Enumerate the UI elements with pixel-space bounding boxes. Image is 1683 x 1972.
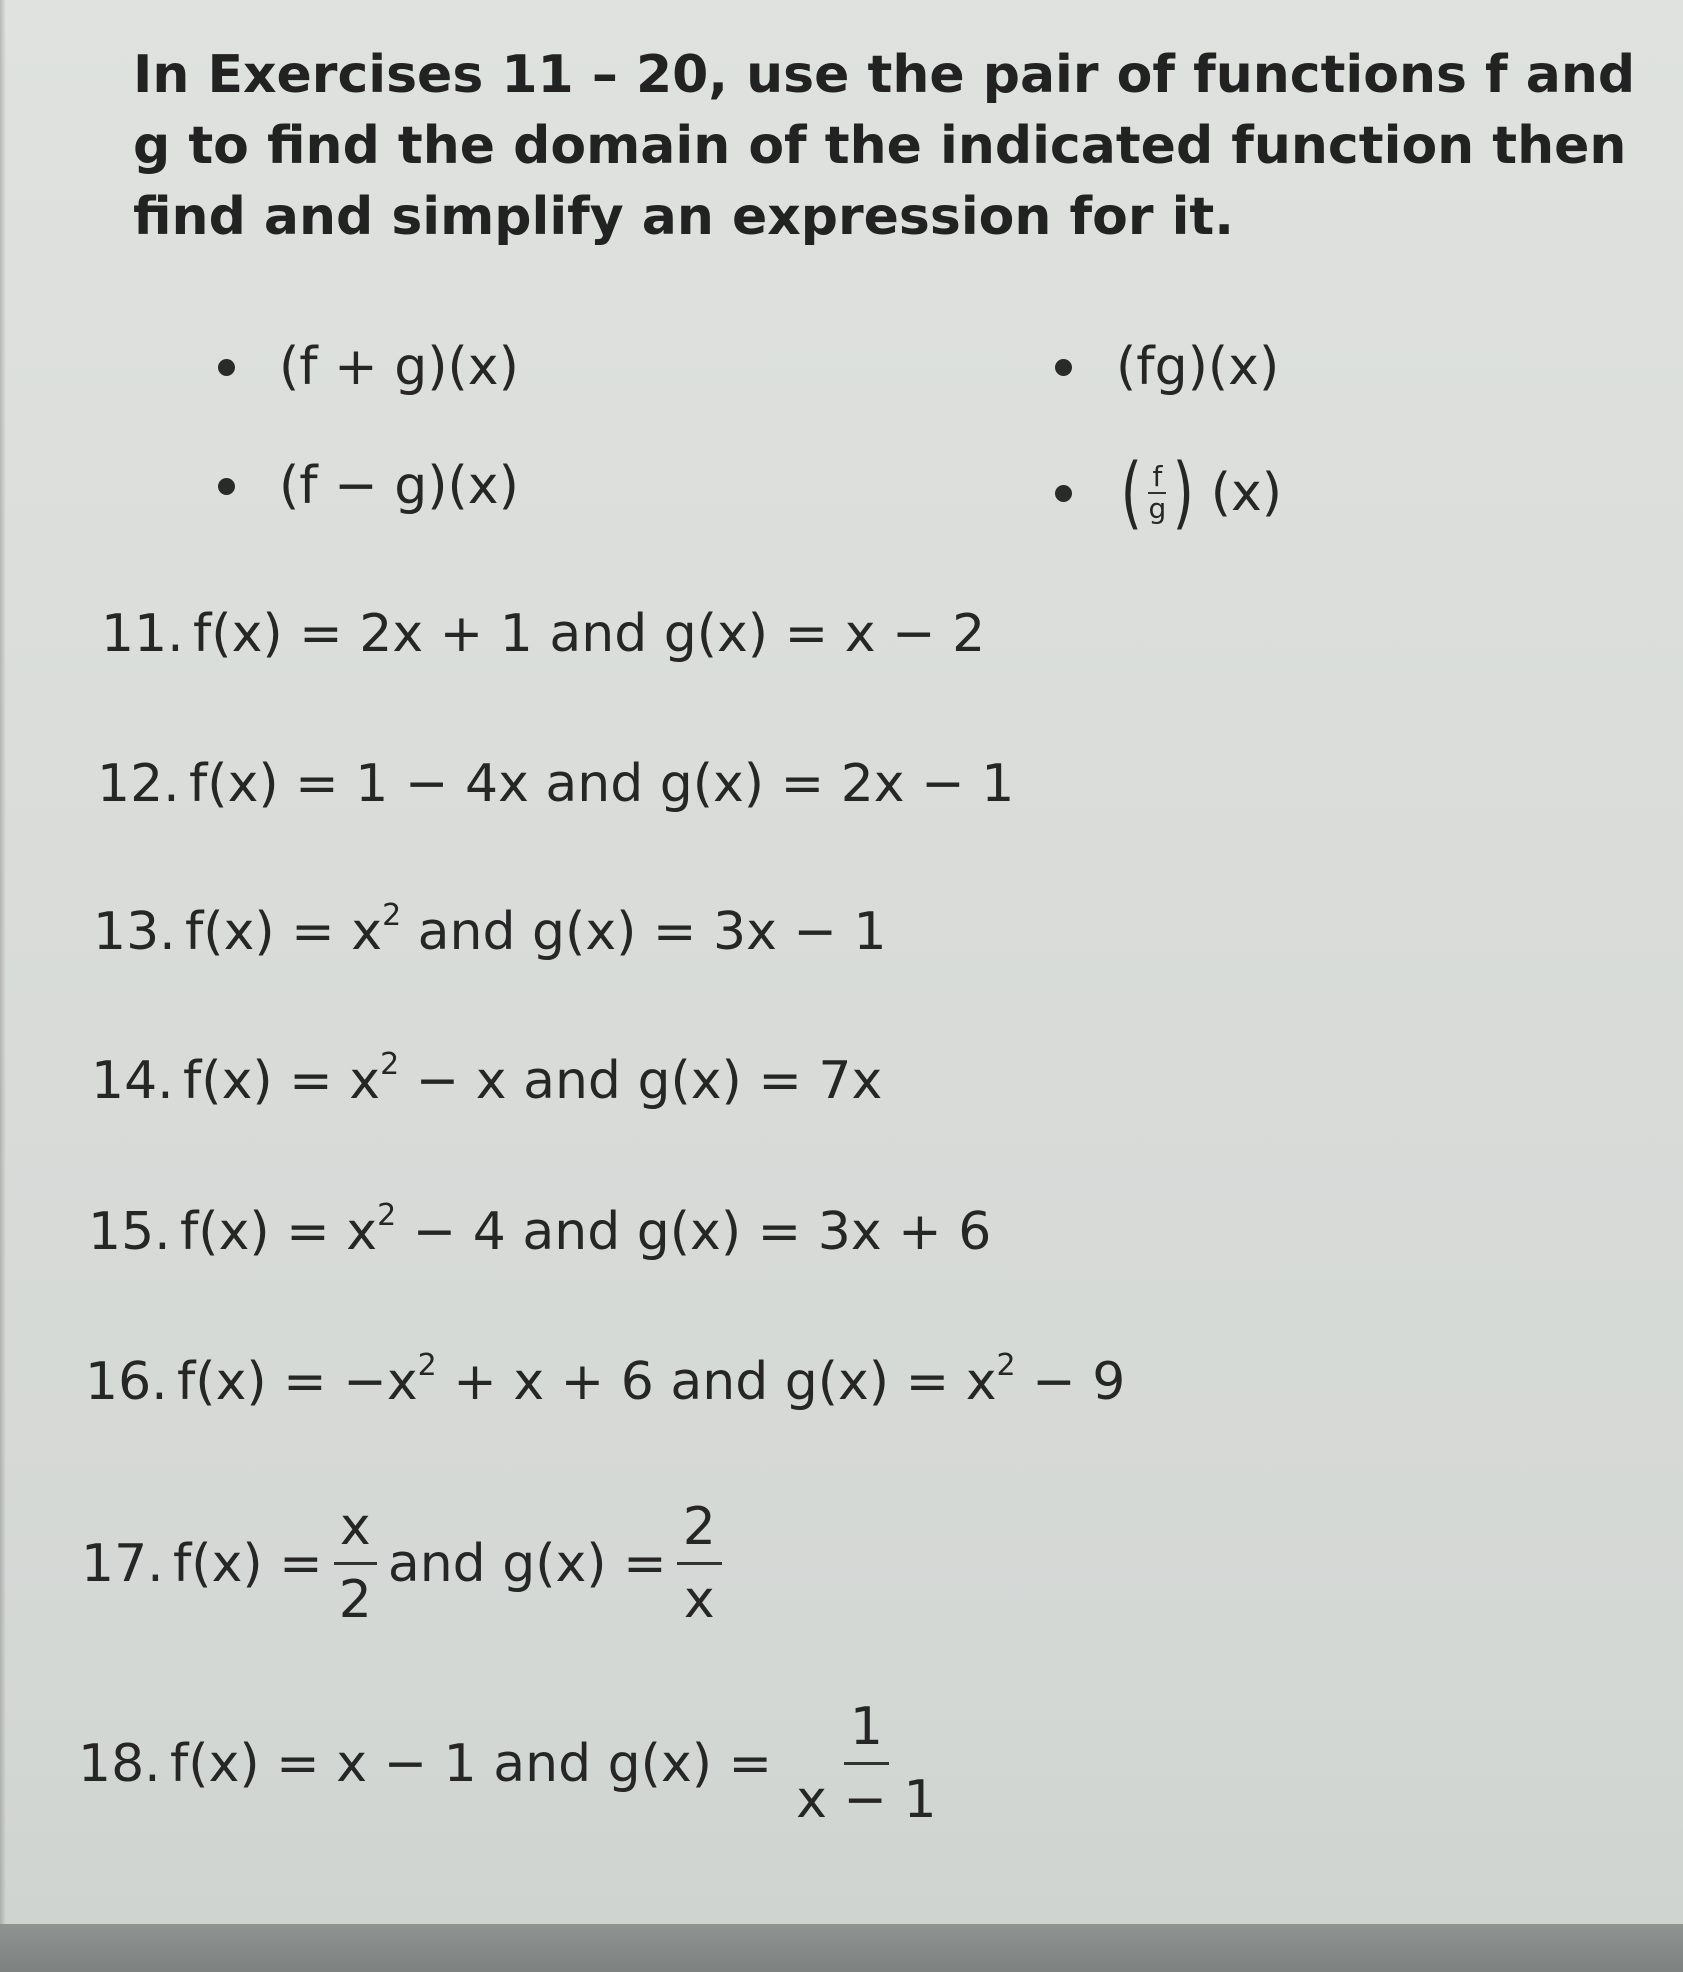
operation-product xyxy=(1055,337,1279,397)
g-numerator: 2 xyxy=(677,1496,722,1565)
f-definition-lhs: f(x) = xyxy=(173,1533,323,1594)
exercise-lhs: f(x) = x − 1 and g(x) = xyxy=(170,1733,773,1794)
exercise-functions: $f(x) = x^2$ and g(x) = 3x − 1 xyxy=(185,898,887,962)
operation-difference-label: (f − g)(x) xyxy=(279,456,519,516)
exercise-13 xyxy=(93,898,887,962)
bullet-icon xyxy=(1055,359,1072,376)
exercise-16 xyxy=(85,1348,1126,1412)
exercise-14 xyxy=(91,1047,883,1111)
bullet-icon xyxy=(1055,485,1072,502)
exercise-functions: $f(x) = x^2 - x$ and g(x) = 7x xyxy=(183,1047,883,1111)
quotient-denominator: g xyxy=(1148,492,1167,525)
quotient-numerator: f xyxy=(1148,462,1166,494)
operation-difference xyxy=(218,456,519,516)
exercise-15 xyxy=(88,1198,992,1262)
quotient-fraction xyxy=(1148,462,1166,524)
g-denominator: x − 1 xyxy=(796,1770,937,1830)
right-paren: ) xyxy=(1172,448,1195,538)
exercise-11 xyxy=(101,604,985,664)
exercise-12 xyxy=(97,754,1014,814)
g-definition-lhs: and g(x) = xyxy=(387,1533,667,1594)
bullet-icon xyxy=(218,478,235,495)
exercise-18 xyxy=(78,1696,953,1831)
left-paren: ( xyxy=(1120,448,1142,538)
operation-sum-label: (f + g)(x) xyxy=(279,337,519,397)
screen-edge-shadow xyxy=(0,0,6,1972)
exercise-functions: $f(x) = -x^2 + x + 6$ and $g(x) = x^2 - 9$ xyxy=(177,1348,1126,1412)
exercise-number: 14. xyxy=(91,1051,174,1111)
exercise-number: 18. xyxy=(78,1733,161,1794)
exercise-17 xyxy=(81,1496,732,1631)
g-fraction xyxy=(677,1496,722,1631)
g-numerator: 1 xyxy=(844,1696,889,1765)
bullet-icon xyxy=(218,359,235,376)
exercise-functions: $f(x) = x^2 - 4$ and g(x) = 3x + 6 xyxy=(180,1198,992,1262)
operation-product-label: (fg)(x) xyxy=(1116,337,1280,397)
f-denominator: 2 xyxy=(338,1570,372,1630)
exercise-functions: f(x) = 1 − 4x and g(x) = 2x − 1 xyxy=(189,754,1015,814)
monitor-bezel xyxy=(0,1924,1683,1972)
exercise-number: 16. xyxy=(85,1352,168,1412)
f-fraction xyxy=(333,1496,378,1631)
exercise-number: 15. xyxy=(88,1202,171,1262)
g-denominator: x xyxy=(683,1570,715,1630)
exercise-number: 12. xyxy=(97,754,180,814)
quotient-suffix: (x) xyxy=(1210,463,1283,523)
exercise-number: 11. xyxy=(101,604,184,664)
operation-sum xyxy=(218,337,519,397)
operation-quotient xyxy=(1055,448,1283,538)
instructions-paragraph: In Exercises 11 – 20, use the pair of functions f and g to find the domain of the indicated function then find and simplify an expression for it. xyxy=(133,45,1636,247)
exercise-number: 17. xyxy=(81,1533,164,1594)
exercise-number: 13. xyxy=(93,902,176,962)
f-numerator: x xyxy=(334,1496,377,1565)
exercise-functions: f(x) = 2x + 1 and g(x) = x − 2 xyxy=(193,604,986,664)
g-fraction xyxy=(790,1696,943,1831)
